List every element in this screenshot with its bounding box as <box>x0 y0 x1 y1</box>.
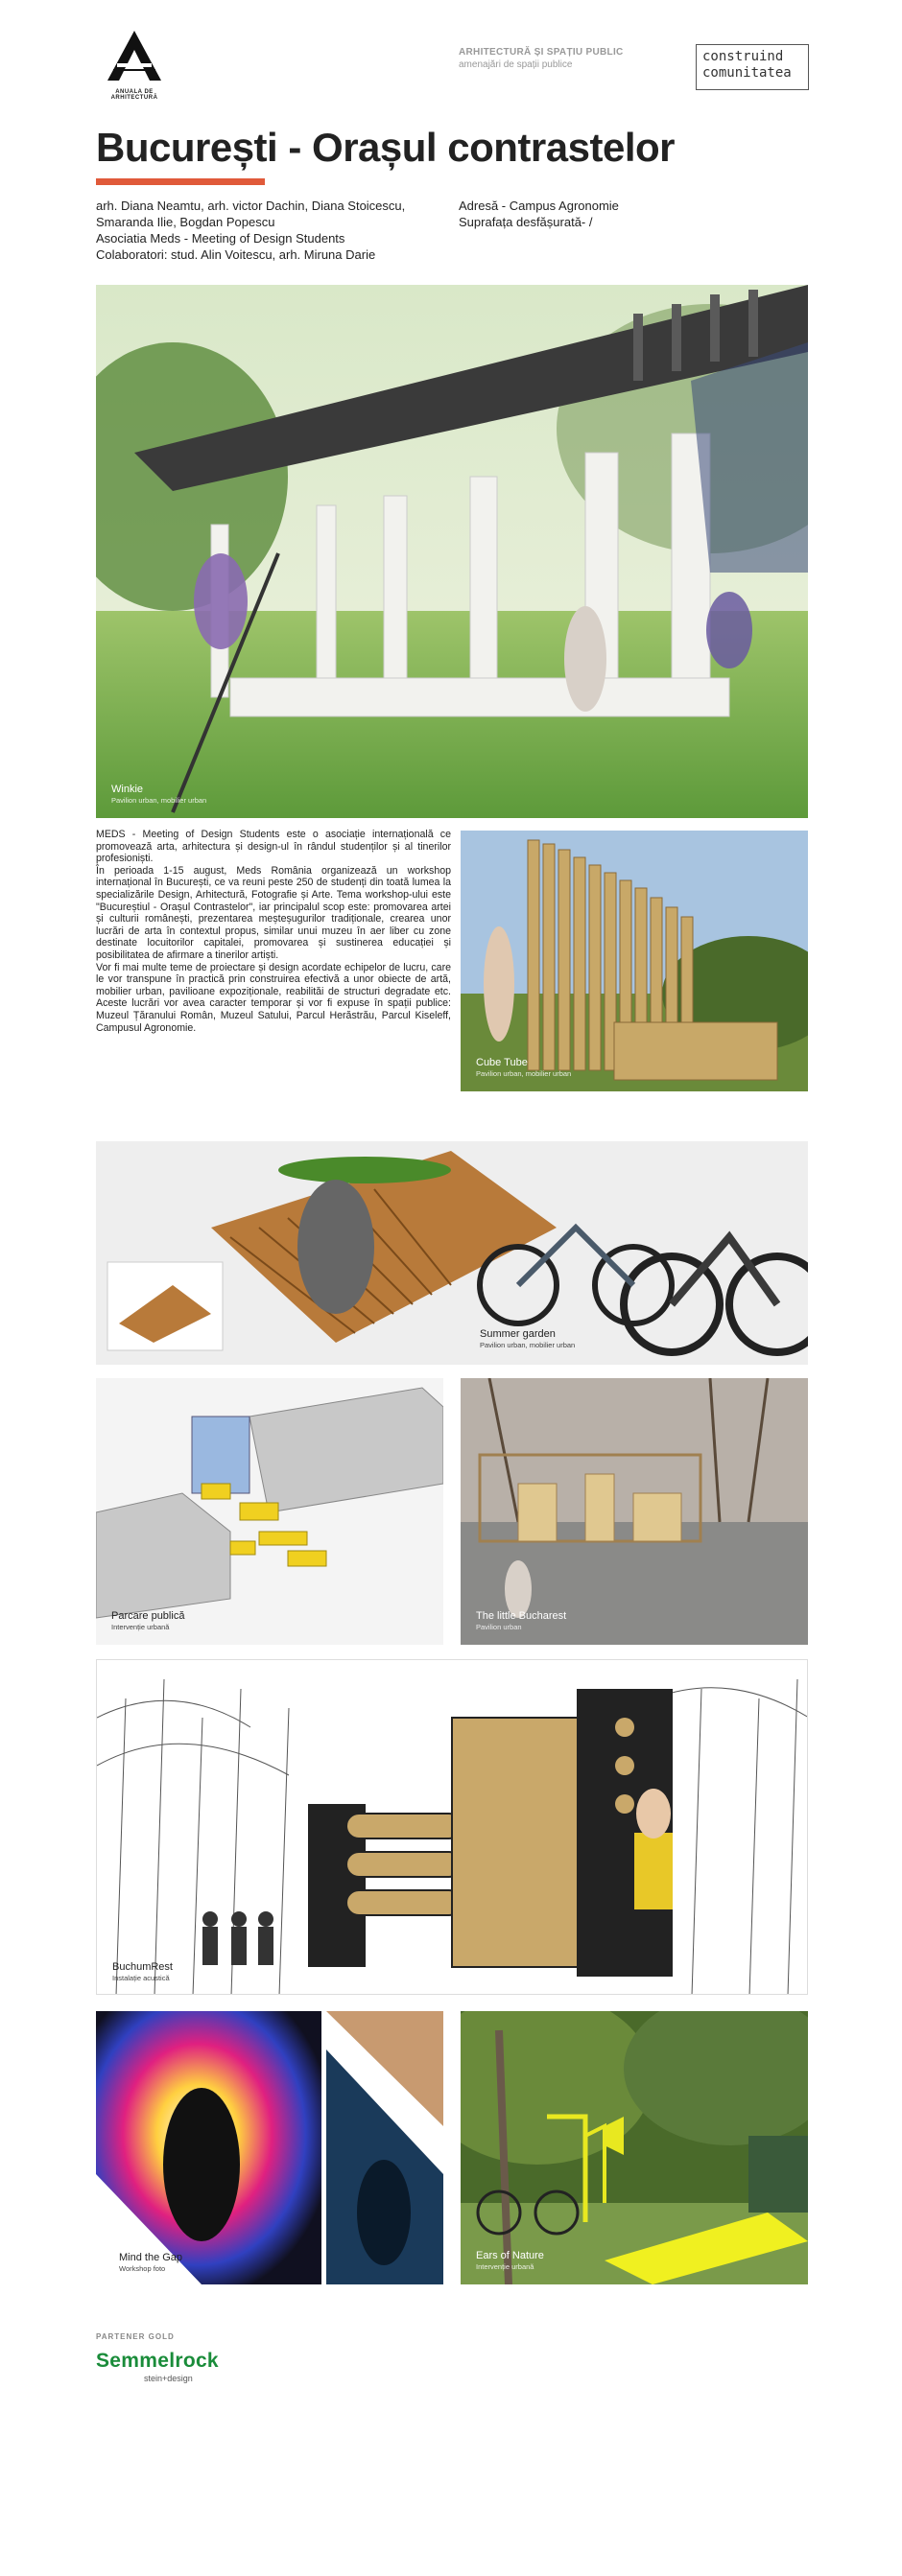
address-line: Adresă - Campus Agronomie <box>459 199 619 213</box>
credits-line: arh. Diana Neamtu, arh. victor Dachin, Diana Stoicescu, <box>96 199 406 213</box>
little-bucharest-caption <box>476 1610 566 1633</box>
credits-line: Colaboratori: stud. Alin Voitescu, arh. Miruna Darie <box>96 247 376 262</box>
little-bucharest-photo <box>461 1378 808 1645</box>
semmelrock-logo: Semmelrock <box>96 2350 219 2372</box>
caption-subtitle: Intervenție urbană <box>476 2262 534 2271</box>
mind-gap-collage <box>96 2011 443 2284</box>
construind-comunitatea-logo <box>696 44 809 90</box>
section-header <box>459 46 624 71</box>
project-address <box>459 198 619 230</box>
caption-subtitle: Pavilion urban, mobilier urban <box>476 1069 572 1078</box>
cube-tube-image <box>461 831 808 1091</box>
summer-garden-image <box>96 1141 808 1365</box>
cube-tube-photo <box>461 831 808 1091</box>
semmelrock-tagline: stein+design <box>144 2374 193 2383</box>
paragraph: MEDS - Meeting of Design Students este o asociație internațională ce promovează arta, arhitectura și design-ul în rândul studenților și al tinerilor profesioniști. <box>96 829 451 865</box>
caption-subtitle: Pavilion urban, mobilier urban <box>480 1341 576 1349</box>
parcare-render <box>96 1378 443 1645</box>
parcare-publica-image <box>96 1378 443 1645</box>
ears-of-nature-photo <box>461 2011 808 2284</box>
architecture-a-logo-icon <box>104 29 165 82</box>
area-line: Suprafața desfășurată- / <box>459 215 593 229</box>
ears-of-nature-image <box>461 2011 808 2284</box>
caption-title: Winkie <box>111 784 144 795</box>
caption-title: Cube Tube <box>476 1057 528 1068</box>
summer-garden-caption <box>480 1328 575 1351</box>
caption-subtitle: Workshop foto <box>119 2264 166 2273</box>
paragraph: În perioada 1-15 august, Meds România organizează un workshop internațional în București, ce va reuni peste 250 de studenți din toată lumea la specializările Design, Arhitectură, Fotografie și Arte. Tema workshop-ului este "Bucureștiul - Orașul Contrastelor", iar principalul scop este: promovarea artei și culturii românești, prezentarea meșteșugurilor tradiționale, crearea unor lucrări de arta în contextul propus, similar unui muzeu în aer liber cu zone destinate locuitorilor capitalei, promovarea și sustinerea educației și posibilitatea de afirmare a tinerilor artiști. <box>96 864 451 961</box>
credits-line: Smaranda Ilie, Bogdan Popescu <box>96 215 275 229</box>
page-title: București - Orașul contrastelor <box>96 125 675 170</box>
mind-gap-caption <box>119 2252 182 2275</box>
caption-subtitle: Intervenție urbană <box>111 1623 170 1631</box>
winkie-caption <box>111 784 206 807</box>
parcare-caption <box>111 1610 184 1633</box>
paragraph: Vor fi mai multe teme de proiectare și design acordate echipelor de lucru, care le vor transpune în practică prin construirea efectivă a unor obiecte de artă, mobilier urban, pavilioane expoziționale, reabilităi de structuri degradate etc. Aceste lucrări vor avea caracter temporar și vor fi expuse în spații publice: Muzeul Țăranului Român, Muzeul Satului, Parcul Herăstrău, Parcul Kiseleff, Campusul Agronomie. <box>96 961 451 1034</box>
caption-subtitle: Instalație acustică <box>112 1974 170 1982</box>
buchumrest-caption <box>112 1961 173 1984</box>
buchumrest-drawing <box>97 1660 808 1995</box>
section-category: ARHITECTURĂ ȘI SPAȚIU PUBLIC <box>459 47 624 58</box>
caption-title: Summer garden <box>480 1328 556 1340</box>
logo-text: ANUALA DE ARHITECTURĂ <box>110 89 158 101</box>
mind-the-gap-image <box>96 2011 443 2284</box>
title-underline <box>96 178 265 185</box>
cc-logo-line1: construind <box>702 49 784 64</box>
caption-title: Ears of Nature <box>476 2250 544 2261</box>
credits <box>96 198 480 263</box>
summer-garden-render <box>96 1141 808 1365</box>
caption-subtitle: Pavilion urban <box>476 1623 522 1631</box>
partner-label: PARTENER GOLD <box>96 2332 175 2341</box>
credits-line: Asociatia Meds - Meeting of Design Students <box>96 231 345 246</box>
caption-title: Parcare publică <box>111 1610 185 1622</box>
caption-title: The little Bucharest <box>476 1610 567 1622</box>
buchumrest-image <box>96 1659 808 1995</box>
caption-title: BuchumRest <box>112 1961 173 1973</box>
winkie-render <box>96 285 808 818</box>
section-subcategory: amenajări de spații publice <box>459 59 573 70</box>
annual-logo <box>96 29 173 101</box>
caption-title: Mind the Gap <box>119 2252 183 2263</box>
ears-caption <box>476 2250 544 2273</box>
winkie-image <box>96 285 808 818</box>
little-bucharest-image <box>461 1378 808 1645</box>
project-description <box>96 829 451 1034</box>
cc-logo-line2: comunitatea <box>702 65 792 81</box>
cube-tube-caption <box>476 1057 571 1080</box>
caption-subtitle: Pavilion urban, mobilier urban <box>111 796 207 805</box>
